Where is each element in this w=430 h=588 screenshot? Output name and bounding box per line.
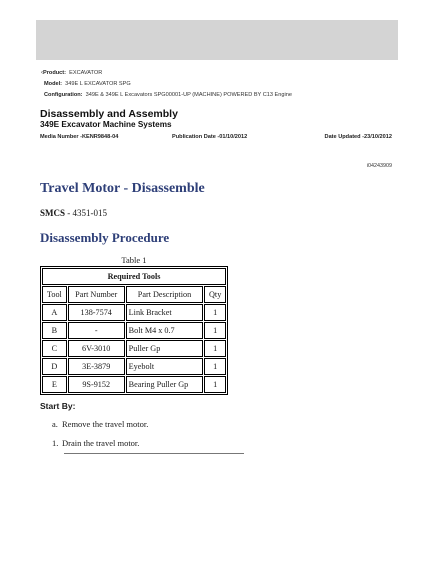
model-value: 349E L EXCAVATOR SPG (65, 81, 131, 87)
table-heading: Required Tools (42, 268, 226, 285)
tool-cell: D (42, 358, 67, 375)
part-number-cell: 6V-3010 (68, 340, 125, 357)
tool-cell: B (42, 322, 67, 339)
document-subheading: 349E Excavator Machine Systems (40, 120, 172, 129)
step-1 (52, 438, 139, 448)
product-line (41, 70, 102, 76)
column-header: Part Description (126, 286, 204, 303)
part-description-cell: Bearing Puller Gp (126, 376, 204, 393)
step-marker: 1. (52, 438, 59, 448)
step-a (52, 419, 148, 429)
step-marker: a. (52, 419, 58, 429)
qty-cell: 1 (204, 304, 226, 321)
divider-line (64, 453, 244, 454)
part-description-cell: Eyebolt (126, 358, 204, 375)
tool-cell: C (42, 340, 67, 357)
part-description-cell: Bolt M4 x 0.7 (126, 322, 204, 339)
column-header: Part Number (68, 286, 125, 303)
part-description-cell: Puller Gp (126, 340, 204, 357)
qty-cell: 1 (204, 340, 226, 357)
table-row (42, 322, 226, 339)
part-number-cell: 3E-3879 (68, 358, 125, 375)
page-title: Travel Motor - Disassemble (40, 181, 205, 196)
header-banner (36, 20, 398, 60)
qty-cell: 1 (204, 322, 226, 339)
part-number-cell: - (68, 322, 125, 339)
table-header-row (42, 286, 226, 303)
required-tools-table (40, 266, 228, 395)
model-label: Model: (44, 81, 63, 87)
column-header: Qty (204, 286, 226, 303)
document-id: i04243909 (366, 163, 392, 169)
table-caption: Table 1 (121, 255, 147, 265)
configuration-label: Configuration: (44, 92, 83, 98)
column-header: Tool (42, 286, 67, 303)
part-description-cell: Link Bracket (126, 304, 204, 321)
step-text: Drain the travel motor. (62, 438, 140, 448)
product-label: Product: (43, 70, 66, 76)
tool-cell: A (42, 304, 67, 321)
qty-cell: 1 (204, 358, 226, 375)
section-title: Disassembly Procedure (40, 230, 170, 245)
table-row (42, 376, 226, 393)
table-row (42, 340, 226, 357)
document-heading: Disassembly and Assembly (40, 108, 178, 120)
qty-cell: 1 (204, 376, 226, 393)
publication-date: Publication Date -01/10/2012 (172, 134, 248, 140)
part-number-cell: 138-7574 (68, 304, 125, 321)
start-by-label: Start By: (40, 401, 76, 411)
tool-cell: E (42, 376, 67, 393)
smcs-code (40, 208, 107, 218)
caret-icon: ‹ (41, 70, 43, 76)
configuration-value: 349E & 349E L Excavators SPG00001-UP (MACHINE) POWERED BY C13 Engine (85, 92, 292, 98)
smcs-label: SMCS (40, 208, 66, 218)
media-number: Media Number -KENR9848-04 (40, 134, 119, 140)
smcs-value: - 4351-015 (65, 208, 108, 218)
table-row (42, 304, 226, 321)
configuration-line (44, 92, 292, 98)
date-updated: Date Updated -23/10/2012 (324, 134, 392, 140)
part-number-cell: 9S-9152 (68, 376, 125, 393)
table-row (42, 358, 226, 375)
product-value: EXCAVATOR (69, 70, 103, 76)
step-text: Remove the travel motor. (62, 419, 149, 429)
model-line (44, 81, 131, 87)
